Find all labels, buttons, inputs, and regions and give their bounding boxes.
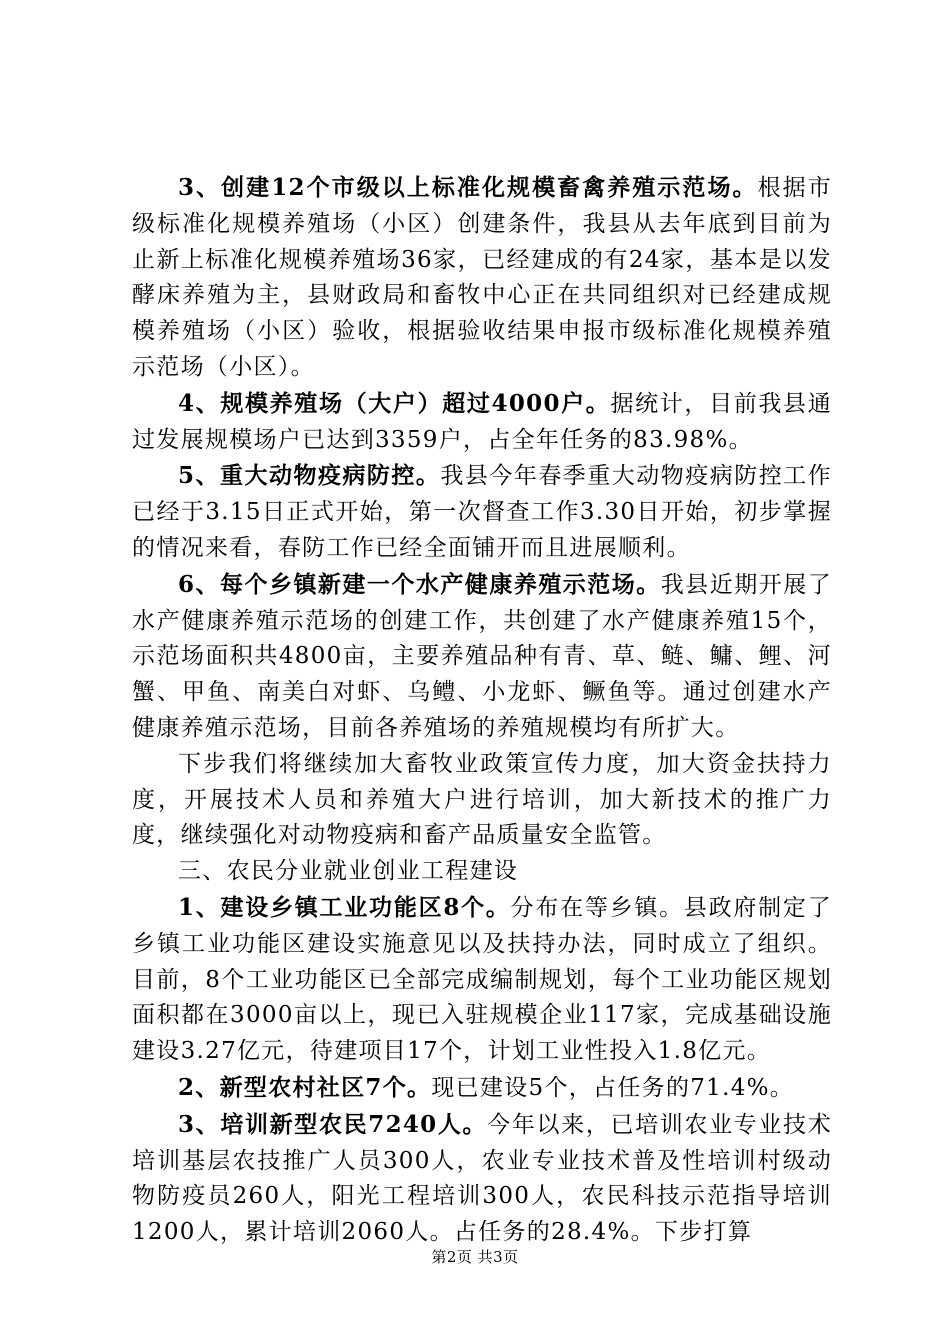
paragraph-3-body: 我县今年春季重大动物疫病防控工作已经于3.15日正式开始，第一次督查工作3.30日开始，初步掌握的情况来看，春防工作已经全面铺开而且进展顺利。 (132, 463, 832, 561)
section-paragraph-1-lead: 1、建设乡镇工业功能区8个。 (178, 893, 511, 921)
paragraph-4-body: 我县近期开展了水产健康养殖示范场的创建工作，共创建了水产健康养殖15个，示范场面积共4800亩，主要养殖品种有青、草、鲢、鳙、鲤、河蟹、甲鱼、南美白对虾、乌鳢、小龙虾、鳜鱼等。通过创建水产健康养殖示范场，目前各养殖场的养殖规模均有所扩大。 (132, 571, 832, 741)
paragraph-5 (132, 747, 832, 854)
paragraph-4-lead: 6、每个乡镇新建一个水产健康养殖示范场。 (178, 570, 661, 598)
paragraph-5-body: 下步我们将继续加大畜牧业政策宣传力度，加大资金扶持力度，开展技术人员和养殖大户进行培训，加大新技术的推广力度，继续强化对动物疫病和畜产品质量安全监管。 (132, 750, 832, 849)
section-paragraph-3-body: 今年以来，已培训农业专业技术培训基层农技推广人员300人，农业专业技术普及性培训村级动物防疫员260人，阳光工程培训300人，农民科技示范指导培训1200人，累计培训2060人。占任务的28.4%。下步打算 (132, 1111, 833, 1246)
paragraph-1-body: 根据市级标准化规模养殖场（小区）创建条件，我县从去年底到目前为止新上标准化规模养殖场36家，已经建成的有24家，基本是以发酵床养殖为主，县财政局和畜牧中心正在共同组织对已经建成规模养殖场（小区）验收，根据验收结果申报市级标准化规模养殖示范场（小区）。 (132, 175, 832, 380)
paragraph-3-lead: 5、重大动物疫病防控。 (178, 462, 441, 490)
paragraph-2-lead: 4、规模养殖场（大户）超过4000户。 (178, 389, 611, 417)
section-paragraph-3 (132, 1107, 832, 1251)
paragraph-1-lead: 3、创建12个市级以上标准化规模畜禽养殖示范场。 (178, 174, 758, 201)
paragraph-2 (132, 386, 832, 459)
section-paragraph-1 (132, 890, 832, 1070)
section-paragraph-2 (132, 1070, 832, 1107)
page-footer: 第2页 共3页 (431, 1248, 519, 1266)
section-paragraph-1-body: 分布在等乡镇。县政府制定了乡镇工业功能区建设实施意见以及扶持办法，同时成立了组织。目前，8个工业功能区已全部完成编制规划，每个工业功能区规划面积都在3000亩以上，现已入驻规模企业117家，完成基础设施建设3.27亿元，待建项目17个，计划工业性投入1.8亿元。 (132, 894, 832, 1065)
paragraph-1 (132, 170, 832, 386)
document-body (132, 170, 832, 1251)
section-heading: 三、农民分业就业创业工程建设 (178, 858, 519, 885)
paragraph-2-body: 据统计，目前我县通过发展规模场户已达到3359户，占全年任务的83.98%。 (132, 390, 832, 453)
paragraph-4 (132, 567, 832, 747)
paragraph-3 (132, 458, 832, 566)
section-paragraph-2-body: 现已建设5个，占任务的71.4%。 (431, 1074, 795, 1101)
section-paragraph-3-lead: 3、培训新型农民7240人。 (178, 1110, 488, 1138)
section-paragraph-2-lead: 2、新型农村社区7个。 (178, 1073, 432, 1101)
